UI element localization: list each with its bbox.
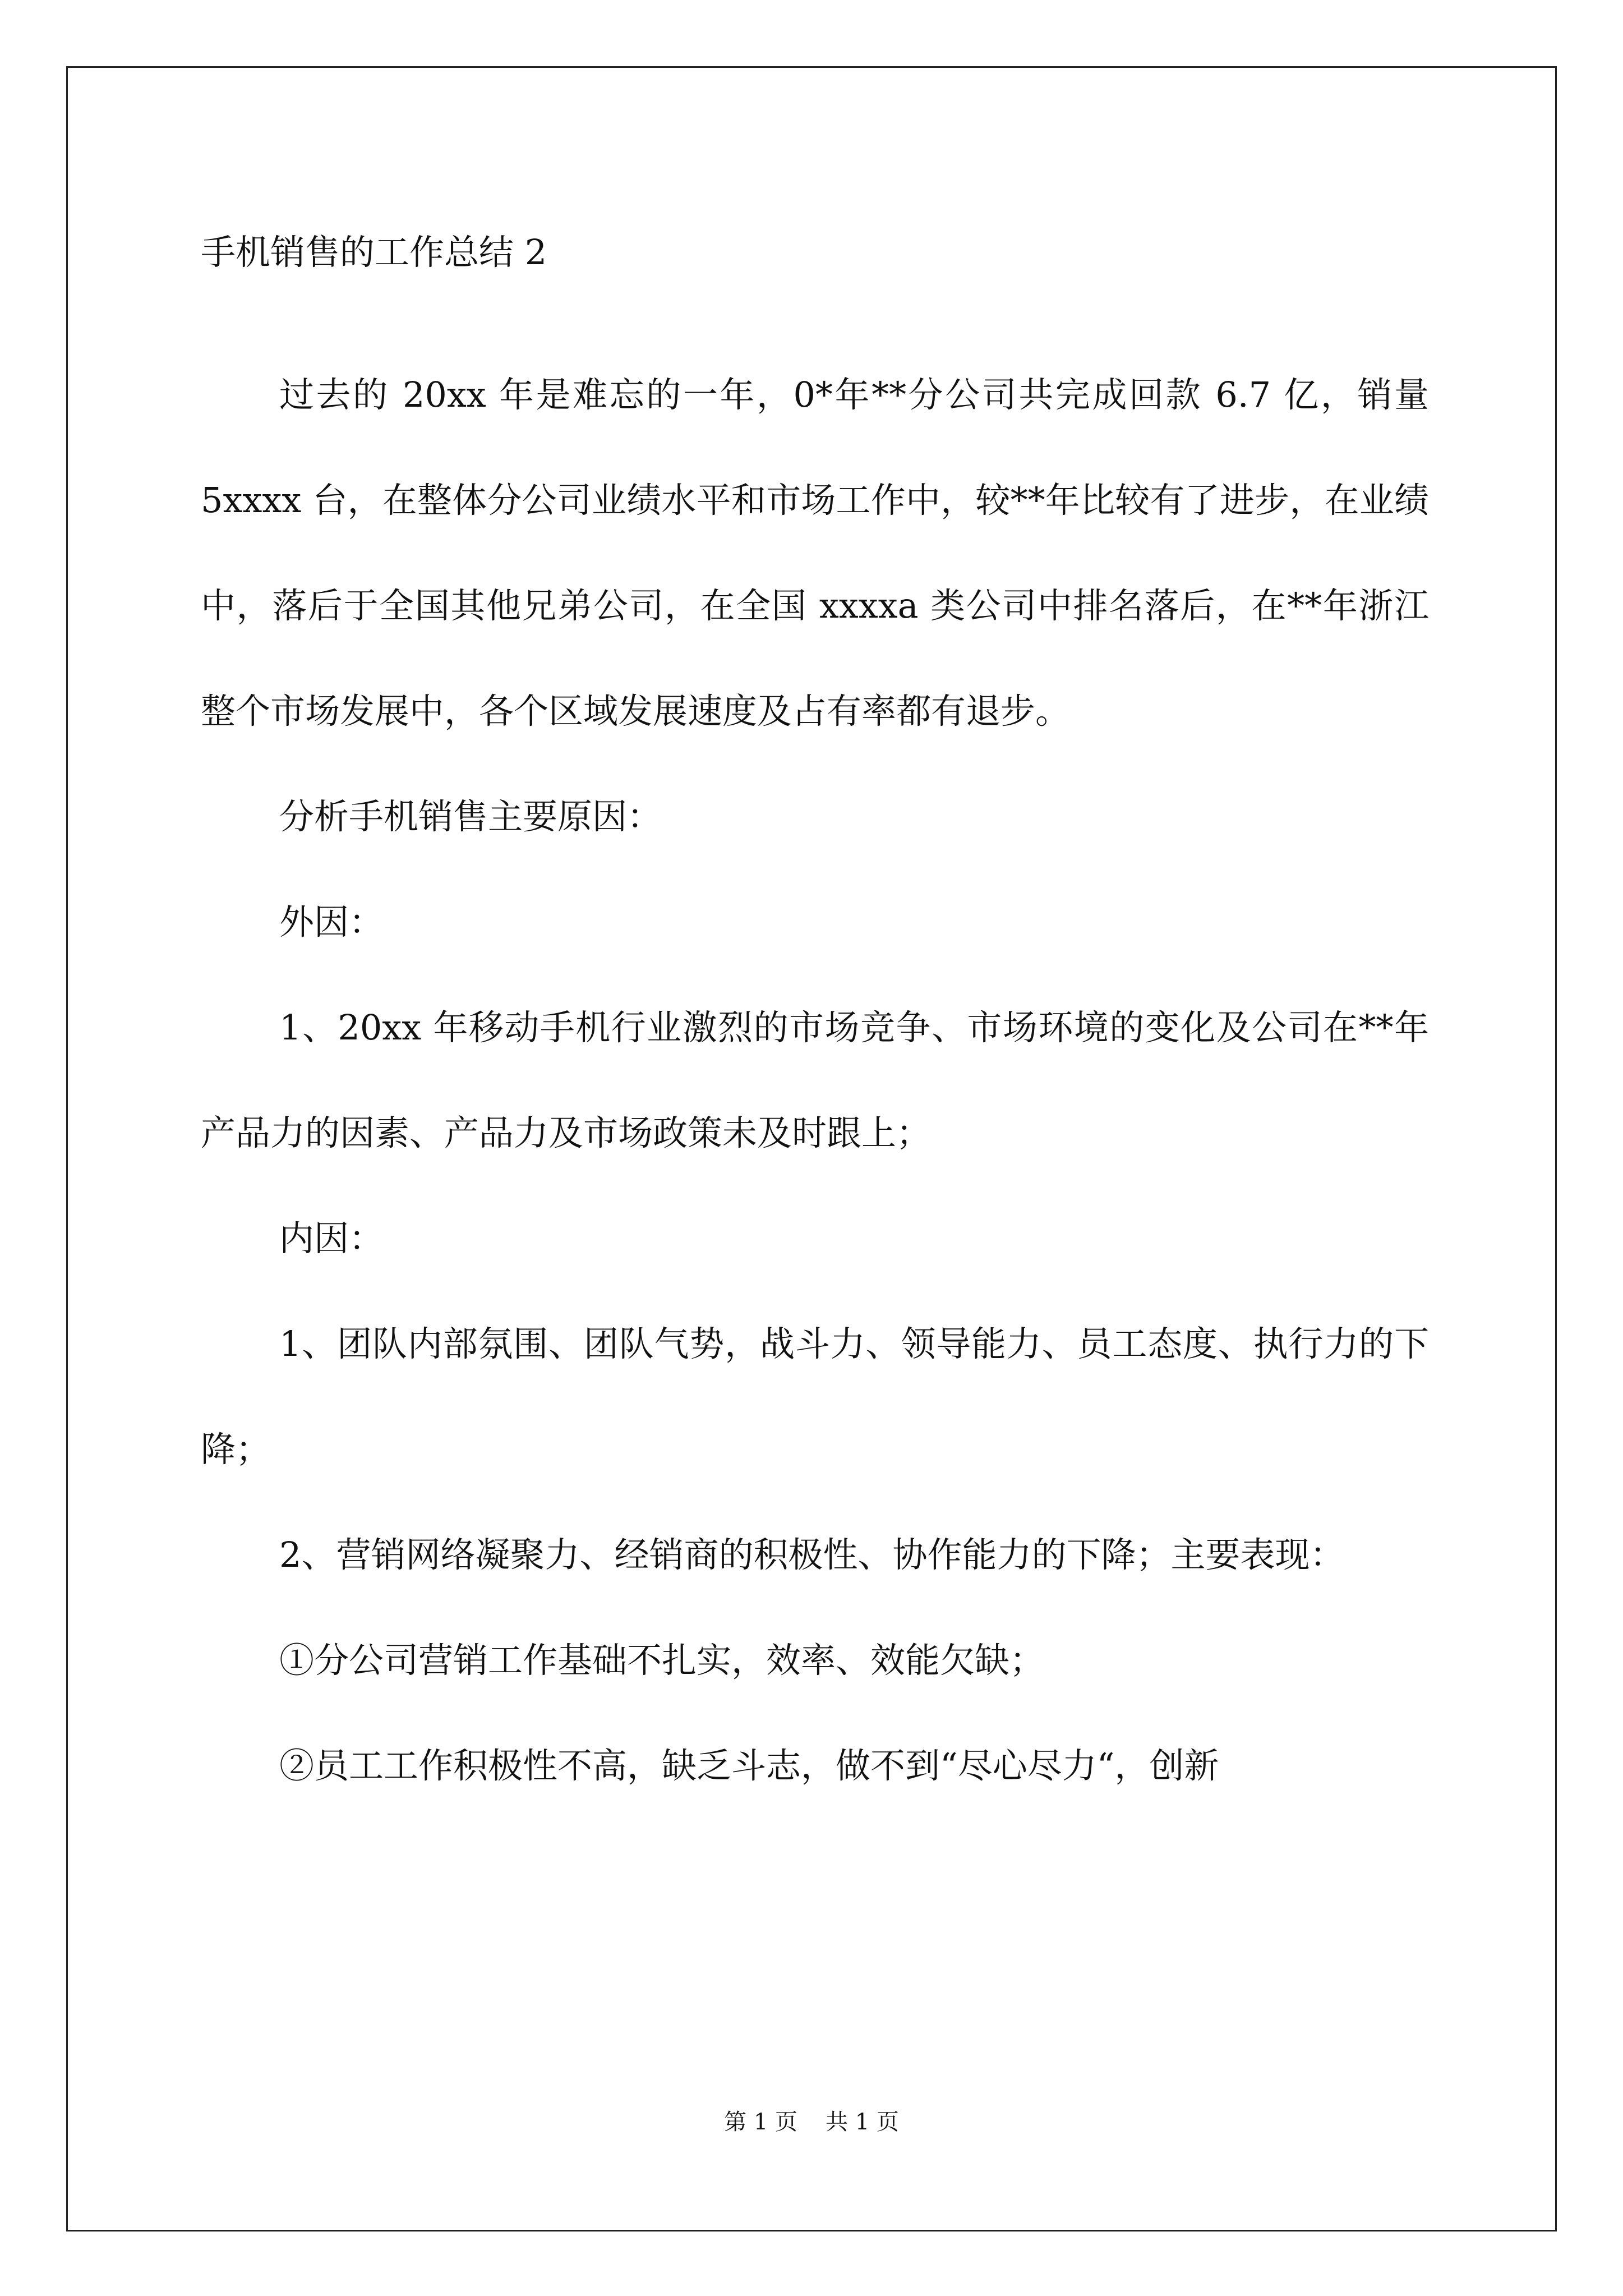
paragraph-analysis-heading: 分析手机销售主要原因： xyxy=(279,796,662,837)
document-title: 手机销售的工作总结 2 xyxy=(201,232,547,273)
paragraph-point-1: ①分公司营销工作基础不扎实，效率、效能欠缺； xyxy=(279,1640,1045,1681)
paragraph-intro: 过去的 20xx 年是难忘的一年，0*年**分公司共完成回款 6.7 亿，销量 5xxxx 台，在整体分公司业绩水平和市场工作中，较**年比较有了进步，在业绩中，落后于全国其他兄弟公司，在全国 xxxxa 类公司中排名落后，在**年浙江整个市场发展中，各个区域发展速度及占有率都有退步。 xyxy=(201,374,1429,731)
paragraph-internal-2: 2、营销网络凝聚力、经销商的积极性、协作能力的下降；主要表现： xyxy=(279,1534,1345,1575)
paragraph-internal-heading: 内因： xyxy=(279,1218,384,1259)
page-number-current: 第 1 页 xyxy=(724,2109,797,2135)
page-footer xyxy=(0,2108,1623,2136)
paragraph-internal-1: 1、团队内部氛围、团队气势，战斗力、领导能力、员工态度、执行力的下降； xyxy=(201,1323,1429,1470)
paragraph-point-2: ②员工工作积极性不高，缺乏斗志，做不到“尽心尽力“，创新 xyxy=(279,1745,1219,1786)
page-number-total: 共 1 页 xyxy=(826,2109,899,2135)
document-body xyxy=(201,224,1429,1819)
paragraph-external-1: 1、20xx 年移动手机行业激烈的市场竞争、市场环境的变化及公司在**年产品力的因素、产品力及市场政策未及时跟上； xyxy=(201,1007,1429,1153)
paragraph-external-heading: 外因： xyxy=(279,901,384,942)
